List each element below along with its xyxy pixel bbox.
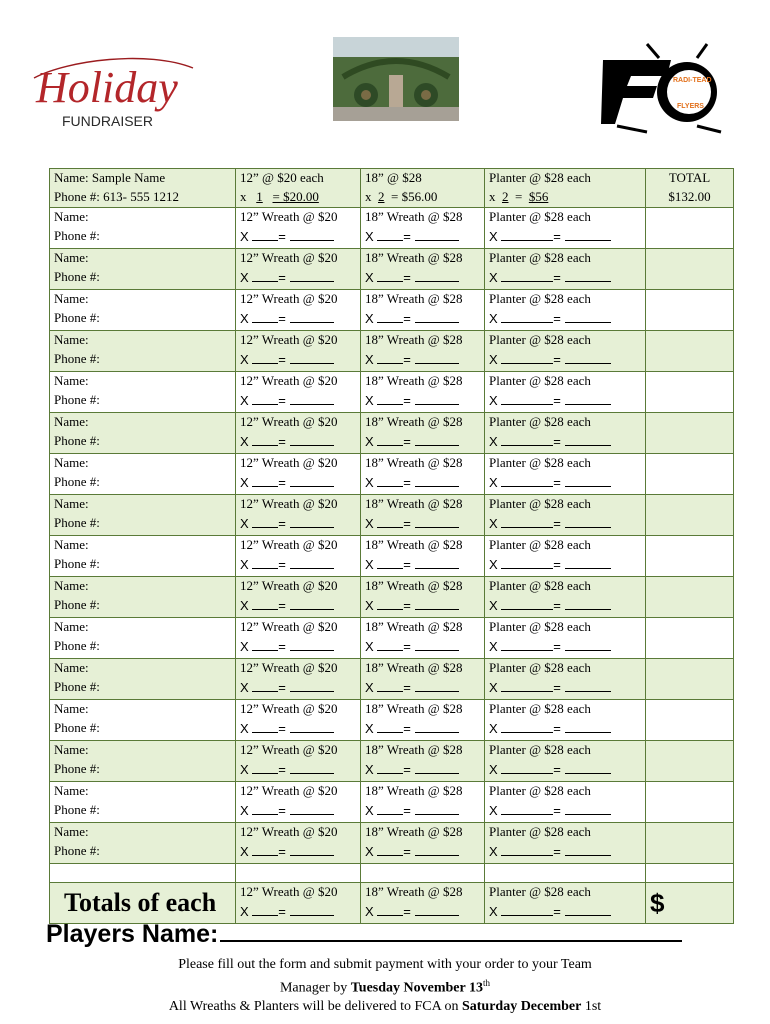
sample-wreath12-result: = $20.00: [272, 189, 319, 204]
wreath12-cell[interactable]: [236, 290, 361, 331]
planter-label: Planter @ $28 each: [489, 783, 591, 798]
name-label: Name:: [54, 783, 89, 798]
row-total-cell[interactable]: [646, 208, 734, 249]
planter-cell[interactable]: [485, 618, 646, 659]
planter-calc[interactable]: X =: [489, 596, 641, 617]
planter-calc[interactable]: X =: [489, 473, 641, 494]
planter-calc[interactable]: X =: [489, 391, 641, 412]
phone-label: Phone #:: [54, 515, 100, 530]
planter-label: Planter @ $28 each: [489, 209, 591, 224]
order-row: [50, 372, 734, 413]
planter-cell[interactable]: [485, 495, 646, 536]
planter-cell[interactable]: [485, 454, 646, 495]
row-total-cell[interactable]: [646, 331, 734, 372]
wreath12-calc[interactable]: X =: [240, 719, 356, 740]
order-row: [50, 331, 734, 372]
order-row: [50, 741, 734, 782]
total-value: $132.00: [668, 189, 711, 204]
planter-cell[interactable]: [485, 577, 646, 618]
blank-cell: [646, 864, 734, 883]
wreath18-calc[interactable]: X =: [365, 432, 480, 453]
customer-cell: [50, 454, 236, 495]
wreath12-label: 12” Wreath @ $20: [240, 496, 338, 511]
wreath12-label: 12” Wreath @ $20: [240, 884, 338, 899]
phone-label: Phone #:: [54, 392, 100, 407]
wreath12-label: 12” Wreath @ $20: [240, 619, 338, 634]
phone-label: Phone #:: [54, 843, 100, 858]
wreath18-cell[interactable]: [361, 331, 485, 372]
team-logo-top: RADI-TEAD: [673, 77, 712, 84]
planter-calc[interactable]: X =: [489, 719, 641, 740]
wreath12-label: 12” Wreath @ $20: [240, 373, 338, 388]
planter-label: Planter @ $28 each: [489, 578, 591, 593]
sample-wreath12-qty: 1: [256, 189, 263, 204]
team-logo: [597, 42, 725, 134]
row-total-cell[interactable]: [646, 495, 734, 536]
wreath12-cell[interactable]: [236, 454, 361, 495]
name-label: Name:: [54, 660, 89, 675]
wreath18-label: 18” Wreath @ $28: [365, 414, 463, 429]
order-row: [50, 618, 734, 659]
planter-cell[interactable]: [485, 536, 646, 577]
wreath18-cell[interactable]: [361, 577, 485, 618]
planter-cell[interactable]: [485, 208, 646, 249]
planter-label: Planter @ $28 each: [489, 414, 591, 429]
row-total-cell[interactable]: [646, 249, 734, 290]
phone-label: Phone #:: [54, 228, 100, 243]
wreath18-cell[interactable]: [361, 741, 485, 782]
phone-label: Phone #:: [54, 310, 100, 325]
planter-calc[interactable]: X =: [489, 350, 641, 371]
phone-label: Phone #:: [54, 269, 100, 284]
planter-label: Planter @ $28 each: [489, 291, 591, 306]
customer-cell: [50, 290, 236, 331]
wreath18-cell[interactable]: [361, 536, 485, 577]
planter-label: Planter @ $28 each: [489, 619, 591, 634]
wreath18-cell[interactable]: [361, 372, 485, 413]
sample-planter-qty: 2: [502, 189, 509, 204]
wreath12-calc[interactable]: X =: [240, 842, 356, 863]
row-total-cell[interactable]: [646, 823, 734, 864]
totals-label: Totals of each: [50, 883, 236, 924]
order-row: [50, 290, 734, 331]
order-row: [50, 536, 734, 577]
players-name-label: Players Name:: [46, 920, 219, 948]
blank-cell: [485, 864, 646, 883]
planter-label: Planter @ $28 each: [489, 455, 591, 470]
wreath18-cell[interactable]: [361, 454, 485, 495]
sample-planter-result: $56: [528, 189, 549, 204]
wreath18-label: 18” Wreath @ $28: [365, 884, 463, 899]
wreath12-label: 12” Wreath @ $20: [240, 742, 338, 757]
customer-cell: [50, 741, 236, 782]
wreath12-label: 12” Wreath @ $20: [240, 660, 338, 675]
wreath12-label: 12” Wreath @ $20: [240, 414, 338, 429]
sample-wreath18-cell: [361, 169, 485, 208]
planter-calc[interactable]: X =: [489, 842, 641, 863]
name-label: Name:: [54, 373, 89, 388]
sample-name: Name: Sample Name: [54, 170, 166, 185]
sample-planter-label: Planter @ $28 each: [489, 170, 591, 185]
wreath18-cell[interactable]: [361, 782, 485, 823]
wreath12-calc[interactable]: X =: [240, 678, 356, 699]
wreath18-calc[interactable]: X =: [365, 391, 480, 412]
wreath18-label: 18” Wreath @ $28: [365, 660, 463, 675]
wreath12-calc[interactable]: X =: [240, 555, 356, 576]
sample-phone: Phone #: 613- 555 1212: [54, 189, 179, 204]
sample-wreath18-qty: 2: [378, 189, 385, 204]
planter-calc[interactable]: X =: [489, 514, 641, 535]
footer-line-2: Manager by Tuesday November 13th: [279, 978, 490, 996]
planter-cell[interactable]: [485, 700, 646, 741]
phone-label: Phone #:: [54, 761, 100, 776]
wreath-photo: [333, 37, 459, 121]
wreath18-calc[interactable]: X =: [365, 760, 480, 781]
name-label: Name:: [54, 414, 89, 429]
blank-cell: [236, 864, 361, 883]
order-row: [50, 782, 734, 823]
wreath12-cell[interactable]: [236, 577, 361, 618]
row-total-cell[interactable]: [646, 290, 734, 331]
wreath12-cell[interactable]: [236, 331, 361, 372]
wreath12-label: 12” Wreath @ $20: [240, 455, 338, 470]
wreath18-label: 18” Wreath @ $28: [365, 332, 463, 347]
planter-label: Planter @ $28 each: [489, 250, 591, 265]
wreath12-label: 12” Wreath @ $20: [240, 250, 338, 265]
order-row: [50, 249, 734, 290]
wreath12-label: 12” Wreath @ $20: [240, 209, 338, 224]
planter-label: Planter @ $28 each: [489, 496, 591, 511]
customer-cell: [50, 618, 236, 659]
order-table: [49, 168, 734, 924]
planter-label: Planter @ $28 each: [489, 537, 591, 552]
planter-cell[interactable]: [485, 741, 646, 782]
wreath18-calc[interactable]: X =: [365, 596, 480, 617]
name-label: Name:: [54, 455, 89, 470]
wreath18-label: 18” Wreath @ $28: [365, 824, 463, 839]
planter-calc[interactable]: X =: [489, 268, 641, 289]
wreath18-label: 18” Wreath @ $28: [365, 742, 463, 757]
phone-label: Phone #:: [54, 720, 100, 735]
wreath18-cell[interactable]: [361, 413, 485, 454]
wreath18-calc[interactable]: X =: [365, 227, 480, 248]
sample-wreath18-label: 18” @ $28: [365, 170, 422, 185]
order-row: [50, 823, 734, 864]
order-row: [50, 413, 734, 454]
planter-calc[interactable]: X =: [489, 555, 641, 576]
holiday-fundraiser-logo: [28, 40, 198, 132]
wreath12-label: 12” Wreath @ $20: [240, 783, 338, 798]
wreath18-label: 18” Wreath @ $28: [365, 455, 463, 470]
wreath18-cell[interactable]: [361, 208, 485, 249]
name-label: Name:: [54, 701, 89, 716]
planter-cell[interactable]: [485, 823, 646, 864]
sample-row: [50, 169, 734, 208]
wreath12-calc[interactable]: X =: [240, 309, 356, 330]
planter-calc[interactable]: X =: [489, 678, 641, 699]
wreath18-calc[interactable]: X =: [365, 473, 480, 494]
planter-cell[interactable]: [485, 782, 646, 823]
wreath18-calc[interactable]: X =: [365, 514, 480, 535]
wreath18-cell[interactable]: [361, 659, 485, 700]
planter-label: Planter @ $28 each: [489, 701, 591, 716]
planter-cell[interactable]: [485, 249, 646, 290]
wreath12-label: 12” Wreath @ $20: [240, 824, 338, 839]
total-label: TOTAL: [668, 170, 711, 185]
customer-cell: [50, 782, 236, 823]
planter-label: Planter @ $28 each: [489, 742, 591, 757]
name-label: Name:: [54, 619, 89, 634]
wreath12-calc[interactable]: X =: [240, 902, 356, 923]
customer-cell: [50, 536, 236, 577]
sample-planter-cell: [485, 169, 646, 208]
wreath12-cell[interactable]: [236, 659, 361, 700]
footer-instructions: [0, 956, 770, 1016]
wreath18-label: 18” Wreath @ $28: [365, 250, 463, 265]
phone-label: Phone #:: [54, 638, 100, 653]
order-row: [50, 700, 734, 741]
order-row: [50, 577, 734, 618]
planter-cell[interactable]: [485, 372, 646, 413]
wreath12-cell[interactable]: [236, 208, 361, 249]
wreath12-calc[interactable]: X =: [240, 801, 356, 822]
blank-cell: [361, 864, 485, 883]
order-row: [50, 495, 734, 536]
planter-calc[interactable]: X =: [489, 432, 641, 453]
wreath12-calc[interactable]: X =: [240, 432, 356, 453]
wreath18-label: 18” Wreath @ $28: [365, 291, 463, 306]
wreath12-cell[interactable]: [236, 823, 361, 864]
customer-cell: [50, 700, 236, 741]
wreath12-cell[interactable]: [236, 249, 361, 290]
wreath18-calc[interactable]: X =: [365, 637, 480, 658]
customer-cell: [50, 331, 236, 372]
name-label: Name:: [54, 824, 89, 839]
wreath18-label: 18” Wreath @ $28: [365, 701, 463, 716]
name-label: Name:: [54, 250, 89, 265]
planter-label: Planter @ $28 each: [489, 884, 591, 899]
wreath12-calc[interactable]: X =: [240, 473, 356, 494]
sample-planter-calc: x 2 = $56: [489, 189, 549, 204]
players-name-blank[interactable]: [220, 916, 682, 942]
planter-calc[interactable]: X =: [489, 227, 641, 248]
footer-line-1: Please fill out the form and submit payment with your order to your Team: [178, 957, 592, 972]
name-label: Name:: [54, 537, 89, 552]
wreath12-calc[interactable]: X =: [240, 268, 356, 289]
wreath12-label: 12” Wreath @ $20: [240, 332, 338, 347]
sample-wreath12-cell: [236, 169, 361, 208]
planter-calc[interactable]: X =: [489, 637, 641, 658]
customer-cell: [50, 659, 236, 700]
wreath12-cell[interactable]: [236, 413, 361, 454]
sample-wreath18-result: = $56.00: [391, 189, 438, 204]
logo-subtitle: FUNDRAISER: [62, 113, 154, 129]
name-label: Name:: [54, 332, 89, 347]
wreath12-calc[interactable]: X =: [240, 350, 356, 371]
wreath12-cell[interactable]: [236, 782, 361, 823]
total-cell: [646, 169, 734, 208]
customer-cell: [50, 495, 236, 536]
row-total-cell[interactable]: [646, 577, 734, 618]
wreath12-cell[interactable]: [236, 618, 361, 659]
sample-wreath18-calc: x 2 = $56.00: [365, 189, 438, 204]
wreath12-label: 12” Wreath @ $20: [240, 537, 338, 552]
wreath18-label: 18” Wreath @ $28: [365, 783, 463, 798]
wreath18-calc[interactable]: X =: [365, 309, 480, 330]
wreath12-calc[interactable]: X =: [240, 637, 356, 658]
wreath12-cell[interactable]: [236, 372, 361, 413]
planter-cell[interactable]: [485, 659, 646, 700]
wreath18-cell[interactable]: [361, 290, 485, 331]
phone-label: Phone #:: [54, 474, 100, 489]
row-total-cell[interactable]: [646, 536, 734, 577]
planter-cell[interactable]: [485, 331, 646, 372]
planter-calc[interactable]: X =: [489, 801, 641, 822]
totals-dollar[interactable]: $: [646, 883, 734, 924]
customer-cell: [50, 372, 236, 413]
wreath18-calc[interactable]: X =: [365, 842, 480, 863]
name-label: Name:: [54, 742, 89, 757]
wreath12-label: 12” Wreath @ $20: [240, 291, 338, 306]
wreath18-label: 18” Wreath @ $28: [365, 537, 463, 552]
wreath12-label: 12” Wreath @ $20: [240, 578, 338, 593]
planter-cell[interactable]: [485, 290, 646, 331]
wreath18-label: 18” Wreath @ $28: [365, 496, 463, 511]
customer-cell: [50, 249, 236, 290]
blank-separator-row: [50, 864, 734, 883]
order-row: [50, 208, 734, 249]
planter-calc[interactable]: X =: [489, 902, 641, 923]
row-total-cell[interactable]: [646, 741, 734, 782]
row-total-cell[interactable]: [646, 454, 734, 495]
wreath18-cell[interactable]: [361, 700, 485, 741]
phone-label: Phone #:: [54, 802, 100, 817]
wreath12-cell[interactable]: [236, 495, 361, 536]
wreath12-calc[interactable]: X =: [240, 227, 356, 248]
footer-line-3: All Wreaths & Planters will be delivered to FCA on Saturday December 1st: [168, 998, 602, 1014]
planter-calc[interactable]: X =: [489, 760, 641, 781]
wreath12-calc[interactable]: X =: [240, 391, 356, 412]
phone-label: Phone #:: [54, 433, 100, 448]
wreath18-calc[interactable]: X =: [365, 555, 480, 576]
row-total-cell[interactable]: [646, 700, 734, 741]
wreath12-cell[interactable]: [236, 700, 361, 741]
logo-title: Holiday: [36, 63, 178, 112]
sample-wreath12-calc: x 1 = $20.00: [240, 189, 319, 204]
sample-customer-cell: [50, 169, 236, 208]
players-name-line[interactable]: [46, 916, 682, 949]
wreath18-calc[interactable]: X =: [365, 678, 480, 699]
planter-label: Planter @ $28 each: [489, 373, 591, 388]
wreath18-calc[interactable]: X =: [365, 902, 480, 923]
wreath18-cell[interactable]: [361, 618, 485, 659]
phone-label: Phone #:: [54, 597, 100, 612]
wreath18-cell[interactable]: [361, 249, 485, 290]
wreath12-cell[interactable]: [236, 741, 361, 782]
customer-cell: [50, 577, 236, 618]
planter-label: Planter @ $28 each: [489, 332, 591, 347]
team-logo-bottom: FLYERS: [677, 103, 704, 110]
wreath18-label: 18” Wreath @ $28: [365, 619, 463, 634]
name-label: Name:: [54, 291, 89, 306]
wreath18-label: 18” Wreath @ $28: [365, 578, 463, 593]
phone-label: Phone #:: [54, 679, 100, 694]
wreath18-label: 18” Wreath @ $28: [365, 373, 463, 388]
wreath12-calc[interactable]: X =: [240, 514, 356, 535]
order-row: [50, 454, 734, 495]
wreath12-label: 12” Wreath @ $20: [240, 701, 338, 716]
wreath18-calc[interactable]: X =: [365, 719, 480, 740]
wreath18-calc[interactable]: X =: [365, 801, 480, 822]
row-total-cell[interactable]: [646, 372, 734, 413]
row-total-cell[interactable]: [646, 413, 734, 454]
customer-cell: [50, 823, 236, 864]
phone-label: Phone #:: [54, 351, 100, 366]
wreath12-calc[interactable]: X =: [240, 760, 356, 781]
sample-wreath12-label: 12” @ $20 each: [240, 170, 324, 185]
wreath12-cell[interactable]: [236, 536, 361, 577]
customer-cell: [50, 208, 236, 249]
row-total-cell[interactable]: [646, 618, 734, 659]
wreath18-calc[interactable]: X =: [365, 268, 480, 289]
order-row: [50, 659, 734, 700]
row-total-cell[interactable]: [646, 782, 734, 823]
blank-cell: [50, 864, 236, 883]
customer-cell: [50, 413, 236, 454]
phone-label: Phone #:: [54, 556, 100, 571]
planter-label: Planter @ $28 each: [489, 824, 591, 839]
name-label: Name:: [54, 578, 89, 593]
planter-cell[interactable]: [485, 413, 646, 454]
wreath18-cell[interactable]: [361, 823, 485, 864]
wreath18-label: 18” Wreath @ $28: [365, 209, 463, 224]
wreath18-cell[interactable]: [361, 495, 485, 536]
name-label: Name:: [54, 496, 89, 511]
planter-label: Planter @ $28 each: [489, 660, 591, 675]
planter-calc[interactable]: X =: [489, 309, 641, 330]
wreath18-calc[interactable]: X =: [365, 350, 480, 371]
wreath12-calc[interactable]: X =: [240, 596, 356, 617]
name-label: Name:: [54, 209, 89, 224]
row-total-cell[interactable]: [646, 659, 734, 700]
